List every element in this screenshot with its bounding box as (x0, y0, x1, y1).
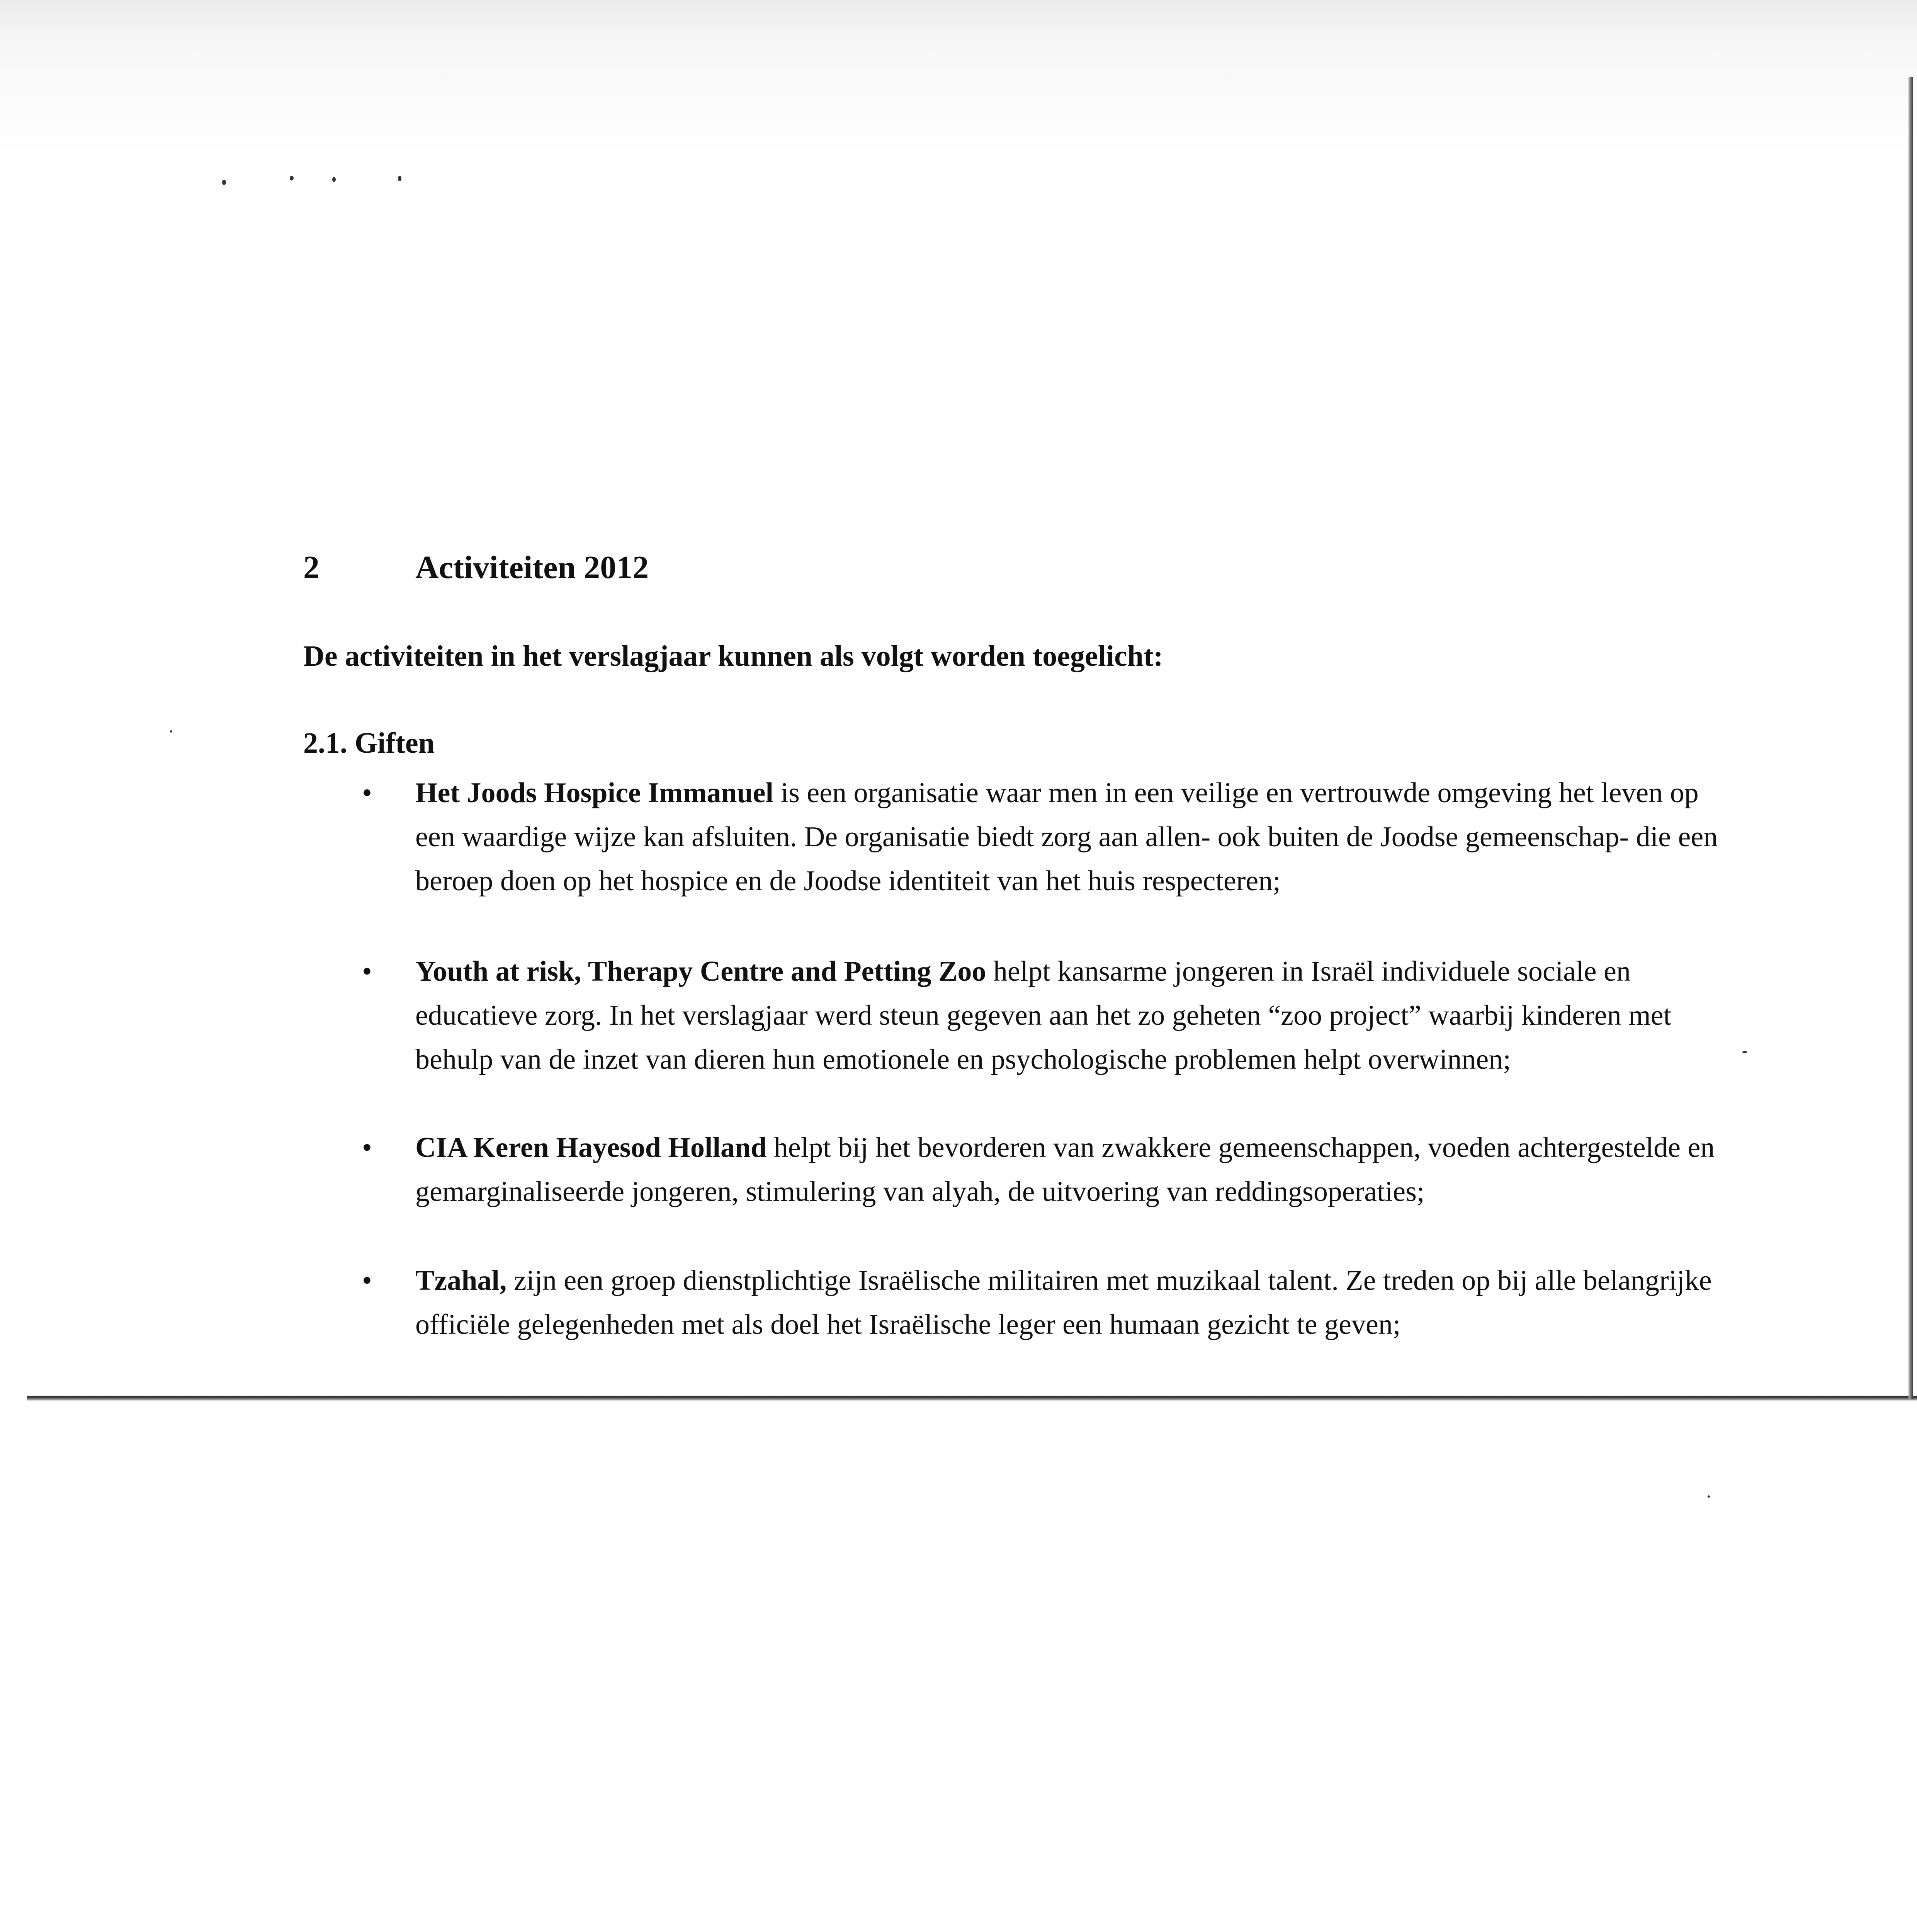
organisation-name: CIA Keren Hayesod Holland (415, 1132, 767, 1163)
scan-edge-right (1909, 77, 1913, 1399)
subsection-heading: 2.1. Giften (303, 727, 435, 759)
scan-edge-bottom (27, 1396, 1917, 1401)
organisation-description: is een organisatie waar men in een veilige en vertrouwde omgeving het leven op een waardige wijze kan afsluiten. De organisatie biedt zorg aan allen- ook buiten de Joodse gemeenschap- die een beroep doen op het hospice en de Joodse identiteit van het huis respecteren; (415, 777, 1718, 897)
organisation-name: Youth at risk, Therapy Centre and Petting Zoo (415, 956, 986, 987)
bullet-icon: • (362, 1265, 372, 1296)
scan-speck (332, 177, 336, 182)
list-item (362, 771, 1744, 903)
organisation-description: zijn een groep dienstplichtige Israëlische militairen met muzikaal talent. Ze treden op bij alle belangrijke officiële gelegenheden met als doel het Israëlische leger een humaan gezicht te geven; (415, 1265, 1712, 1340)
scan-speck (222, 180, 226, 185)
list-item (362, 1259, 1744, 1347)
section-title (303, 549, 649, 586)
scan-speck (398, 176, 401, 181)
organisation-name: Het Joods Hospice Immanuel (415, 777, 774, 809)
organisation-name: Tzahal, (415, 1265, 507, 1296)
section-title-text: Activiteiten 2012 (415, 549, 649, 585)
list-item (362, 1126, 1744, 1214)
bullet-icon: • (362, 1132, 372, 1163)
organisation-description: helpt bij het bevorderen van zwakkere gemeenschappen, voeden achtergestelde en gemarginaliseerde jongeren, stimulering van alyah, de uitvoering van reddingsoperaties; (415, 1132, 1715, 1208)
bullet-icon: • (362, 956, 372, 987)
organisation-description: helpt kansarme jongeren in Israël individuele sociale en educatieve zorg. In het verslagjaar werd steun gegeven aan het zo geheten “zoo project” waarbij kinderen met behulp van de inzet van dieren hun emotionele en psychologische problemen helpt overwinnen; (415, 956, 1672, 1075)
intro-paragraph: De activiteiten in het verslagjaar kunnen als volgt worden toegelicht: (303, 640, 1163, 672)
scan-speck (1708, 1495, 1710, 1498)
scan-speck (290, 176, 294, 180)
bullet-icon: • (362, 777, 372, 809)
section-number: 2 (303, 549, 320, 585)
list-item (362, 949, 1744, 1082)
scan-speck (170, 730, 172, 733)
